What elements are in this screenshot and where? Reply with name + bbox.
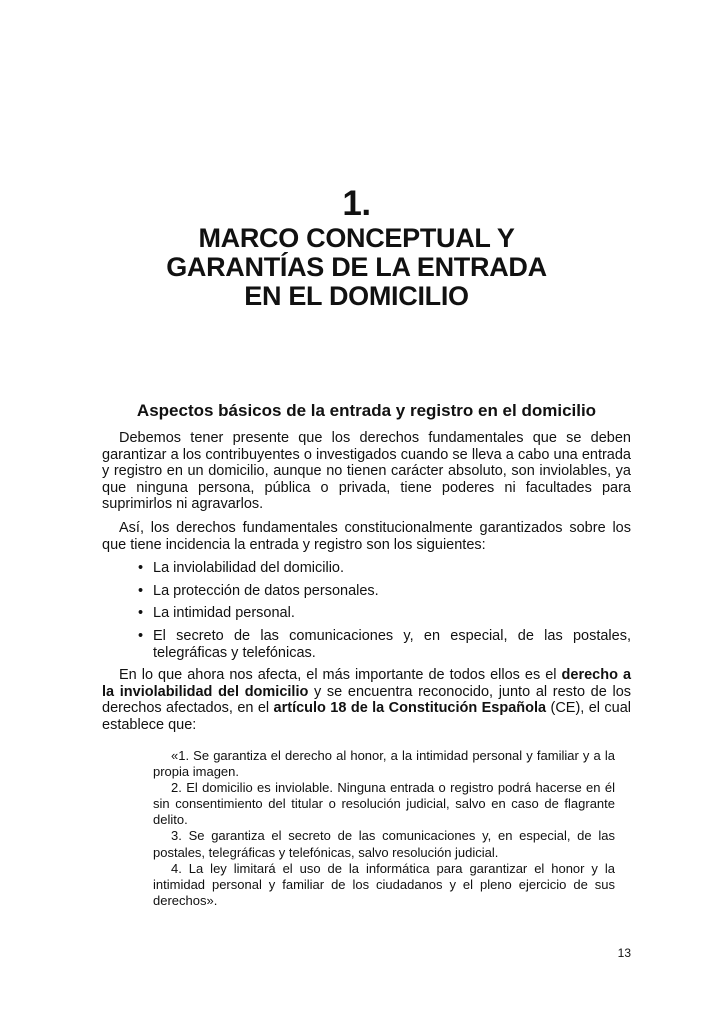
list-item: • La intimidad personal. — [138, 605, 631, 622]
paragraph-3-bold-2: artículo 18 de la Constitución Española — [273, 700, 547, 717]
paragraph-3 — [102, 667, 631, 733]
paragraph-3-text-1: En lo que ahora nos afecta, el más importante de todos ellos es el — [119, 667, 562, 684]
chapter-title-line-2: GARANTÍAS DE LA ENTRADA — [166, 252, 547, 282]
paragraph-3-bold-1: derecho a la inviolabilidad del domicilio — [102, 667, 632, 700]
paragraph-3-text-3: (CE), el cual establece que: — [102, 700, 631, 733]
list-item: • La protección de datos personales. — [138, 583, 631, 600]
chapter-title-line-3: EN EL DOMICILIO — [244, 281, 469, 311]
chapter-title-line-1: MARCO CONCEPTUAL Y — [198, 223, 515, 253]
constitution-quote — [153, 748, 615, 909]
list-item: • El secreto de las comunicaciones y, en especial, de las postales, telegráficas y telefónicas. — [138, 628, 631, 661]
paragraph-3-text-2: y se encuentra reconocido, junto al resto de los derechos afectados, en el — [102, 683, 632, 717]
paragraph-1: Debemos tener presente que los derechos fundamentales que se deben garantizar a los contribuyentes o investigados cuando se lleva a cabo una entrada y registro en un domicilio, aunque no tienen carácter absoluto, son inviolables, ya que ninguna persona, pública o privada, tiene poderes ni facultades para suprimirlos ni agravarlos. — [102, 430, 631, 513]
chapter-title — [130, 224, 583, 311]
paragraph-2: Así, los derechos fundamentales constitucionalmente garantizados sobre los que tiene incidencia la entrada y registro son los siguientes: — [102, 519, 631, 553]
page-number: 13 — [617, 946, 631, 960]
list-item: • La inviolabilidad del domicilio. — [138, 560, 631, 577]
quote-item-4: 4. La ley limitará el uso de la informática para garantizar el honor y la intimidad personal y familiar de los ciudadanos y el pleno ejercicio de sus derechos». — [153, 860, 615, 908]
rights-list — [102, 560, 631, 661]
quote-item-2: 2. El domicilio es inviolable. Ninguna entrada o registro podrá hacerse en él sin consentimiento del titular o resolución judicial, salvo en caso de flagrante delito. — [153, 780, 615, 828]
section-heading: Aspectos básicos de la entrada y registro en el domicilio — [136, 401, 597, 420]
chapter-number: 1. — [342, 184, 371, 223]
quote-item-1: «1. Se garantiza el derecho al honor, a la intimidad personal y familiar y a la propia imagen. — [153, 748, 615, 780]
quote-item-3: 3. Se garantiza el secreto de las comunicaciones y, en especial, de las postales, telegráficas y telefónicas, salvo resolución judicial. — [153, 828, 615, 860]
body-text — [102, 430, 631, 734]
